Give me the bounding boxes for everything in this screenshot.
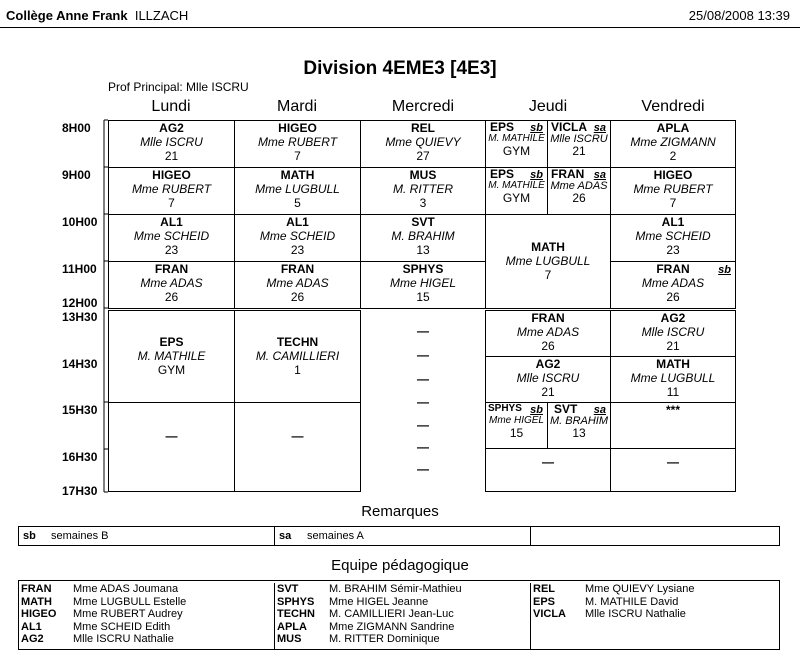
team-member: REL Mme QUIEVY Lysiane (533, 583, 695, 595)
lesson-cell[interactable]: HIGEO Mme RUBERT 7 (234, 120, 361, 168)
week-flag: sb (530, 169, 543, 181)
empty-cell: — (108, 402, 235, 492)
lesson-cell[interactable]: AG2 Mlle ISCRU 21 (485, 356, 611, 403)
team-member: FRAN Mme ADAS Joumana (21, 583, 179, 595)
remark-row (19, 527, 275, 545)
day-header-mercredi: Mercredi (391, 98, 455, 115)
lesson-cell[interactable]: FRAN Mme ADAS 26 (485, 310, 611, 357)
week-flag: sb (530, 122, 543, 134)
remarques-title: Remarques (361, 503, 439, 520)
empty-cell: — (234, 402, 361, 492)
day-header-lundi: Lundi (151, 98, 191, 115)
lesson-cell[interactable]: FRAN Mme ADAS 26 (108, 261, 235, 309)
lesson-cell[interactable]: EPS M. MATHILE GYM (108, 310, 235, 403)
free-slot-dash: — (417, 395, 429, 409)
equipe-title: Equipe pédagogique (331, 557, 469, 574)
lesson-cell[interactable]: AL1 Mme SCHEID 23 (108, 214, 235, 262)
empty-cell: — (485, 448, 611, 492)
lesson-cell[interactable]: HIGEO Mme RUBERT 7 (610, 167, 736, 215)
week-flag: sb (718, 264, 731, 276)
time-label: 11H00 (62, 262, 97, 276)
day-header-mardi: Mardi (276, 98, 317, 115)
lesson-cell[interactable]: sb FRAN Mme ADAS 26 (610, 261, 736, 309)
free-slot-dash: — (417, 418, 429, 432)
remark-row (275, 527, 531, 545)
week-flag: sa (593, 404, 606, 416)
lesson-cell[interactable]: sa FRAN Mme ADAS 26 (547, 167, 611, 215)
lesson-cell[interactable]: SVT M. BRAHIM 13 (360, 214, 486, 262)
team-member: VICLA Mlle ISCRU Nathalie (533, 608, 686, 620)
timetable-grid (108, 120, 731, 492)
team-member: EPS M. MATHILE David (533, 595, 679, 608)
team-member: HIGEO Mme RUBERT Audrey (21, 608, 183, 620)
team-member: SPHYS Mme HIGEL Jeanne (277, 595, 429, 608)
lesson-cell[interactable]: HIGEO Mme RUBERT 7 (108, 167, 235, 215)
team-member: MATH Mme LUGBULL Estelle (21, 595, 187, 608)
team-column (531, 583, 779, 649)
lesson-cell[interactable]: FRAN Mme ADAS 26 (234, 261, 361, 309)
team-member: AL1 Mme SCHEID Edith (21, 620, 171, 633)
remarques-table (18, 526, 780, 546)
time-label: 13H30 (62, 310, 98, 324)
lesson-cell[interactable]: REL Mme QUIEVY 27 (360, 120, 486, 168)
remark-label: semaines B (51, 530, 109, 542)
lesson-cell[interactable]: AL1 Mme SCHEID 23 (610, 214, 736, 262)
time-label: 8H00 (62, 121, 91, 135)
team-column (275, 583, 531, 649)
free-slot-dash: — (417, 462, 429, 476)
lesson-cell[interactable]: AL1 Mme SCHEID 23 (234, 214, 361, 262)
time-label: 15H30 (62, 403, 98, 417)
day-header-jeudi: Jeudi (528, 98, 568, 115)
remark-code: sa (279, 530, 292, 542)
team-member: AG2 Mlle ISCRU Nathalie (21, 633, 174, 645)
free-slot-dash: — (417, 348, 429, 362)
lesson-cell[interactable]: MUS M. RITTER 3 (360, 167, 486, 215)
week-flag: sa (593, 169, 606, 181)
lesson-cell[interactable]: *** (610, 402, 736, 449)
remark-code: sb (23, 530, 36, 542)
lesson-cell[interactable]: sb EPS M. MATHILE GYM (485, 167, 548, 215)
lesson-cell[interactable]: sa SVT M. BRAHIM 13 (547, 402, 611, 449)
lesson-cell[interactable]: MATH Mme LUGBULL 7 (485, 214, 611, 309)
lesson-cell[interactable]: sb SPHYS Mme HIGEL 15 (485, 402, 548, 449)
school-city: ILLZACH (134, 8, 189, 23)
empty-cell: — (610, 448, 736, 492)
lesson-cell[interactable]: APLA Mme ZIGMANN 2 (610, 120, 736, 168)
school-name: Collège Anne Frank (6, 8, 128, 23)
week-flag: sb (530, 404, 543, 416)
free-slot-dash: — (417, 324, 429, 338)
lesson-cell[interactable]: sb EPS M. MATHILE GYM (485, 120, 548, 168)
time-label: 10H00 (62, 215, 98, 229)
lesson-cell[interactable]: AG2 Mlle ISCRU 21 (108, 120, 235, 168)
remark-label: semaines A (307, 530, 364, 542)
free-slot-dash: — (417, 440, 429, 454)
time-label: 9H00 (62, 168, 91, 182)
lesson-cell[interactable]: MATH Mme LUGBULL 5 (234, 167, 361, 215)
equipe-table (18, 580, 780, 650)
team-column (19, 583, 275, 649)
team-member: SVT M. BRAHIM Sémir-Mathieu (277, 583, 462, 595)
lesson-cell[interactable]: AG2 Mlle ISCRU 21 (610, 310, 736, 357)
lesson-cell[interactable]: MATH Mme LUGBULL 11 (610, 356, 736, 403)
lesson-cell[interactable]: sa VICLA Mlle ISCRU 21 (547, 120, 611, 168)
week-flag: sa (593, 122, 606, 134)
prof-principal: Prof Principal: Mlle ISCRU (108, 80, 249, 94)
page-title: Division 4EME3 [4E3] (303, 58, 497, 79)
time-label: 12H00 (62, 296, 98, 310)
lesson-cell[interactable]: SPHYS Mme HIGEL 15 (360, 261, 486, 309)
free-slot-dash: — (417, 372, 429, 386)
day-header-vendredi: Vendredi (641, 98, 705, 115)
time-label: 17H30 (62, 484, 98, 498)
team-member: TECHN M. CAMILLIERI Jean-Luc (277, 608, 454, 620)
team-member: MUS M. RITTER Dominique (277, 633, 440, 645)
time-label: 16H30 (62, 450, 98, 464)
time-label: 14H30 (62, 357, 98, 371)
lesson-cell[interactable]: TECHN M. CAMILLIERI 1 (234, 310, 361, 403)
print-datetime: 25/08/2008 13:39 (688, 8, 790, 23)
team-member: APLA Mme ZIGMANN Sandrine (277, 620, 455, 633)
